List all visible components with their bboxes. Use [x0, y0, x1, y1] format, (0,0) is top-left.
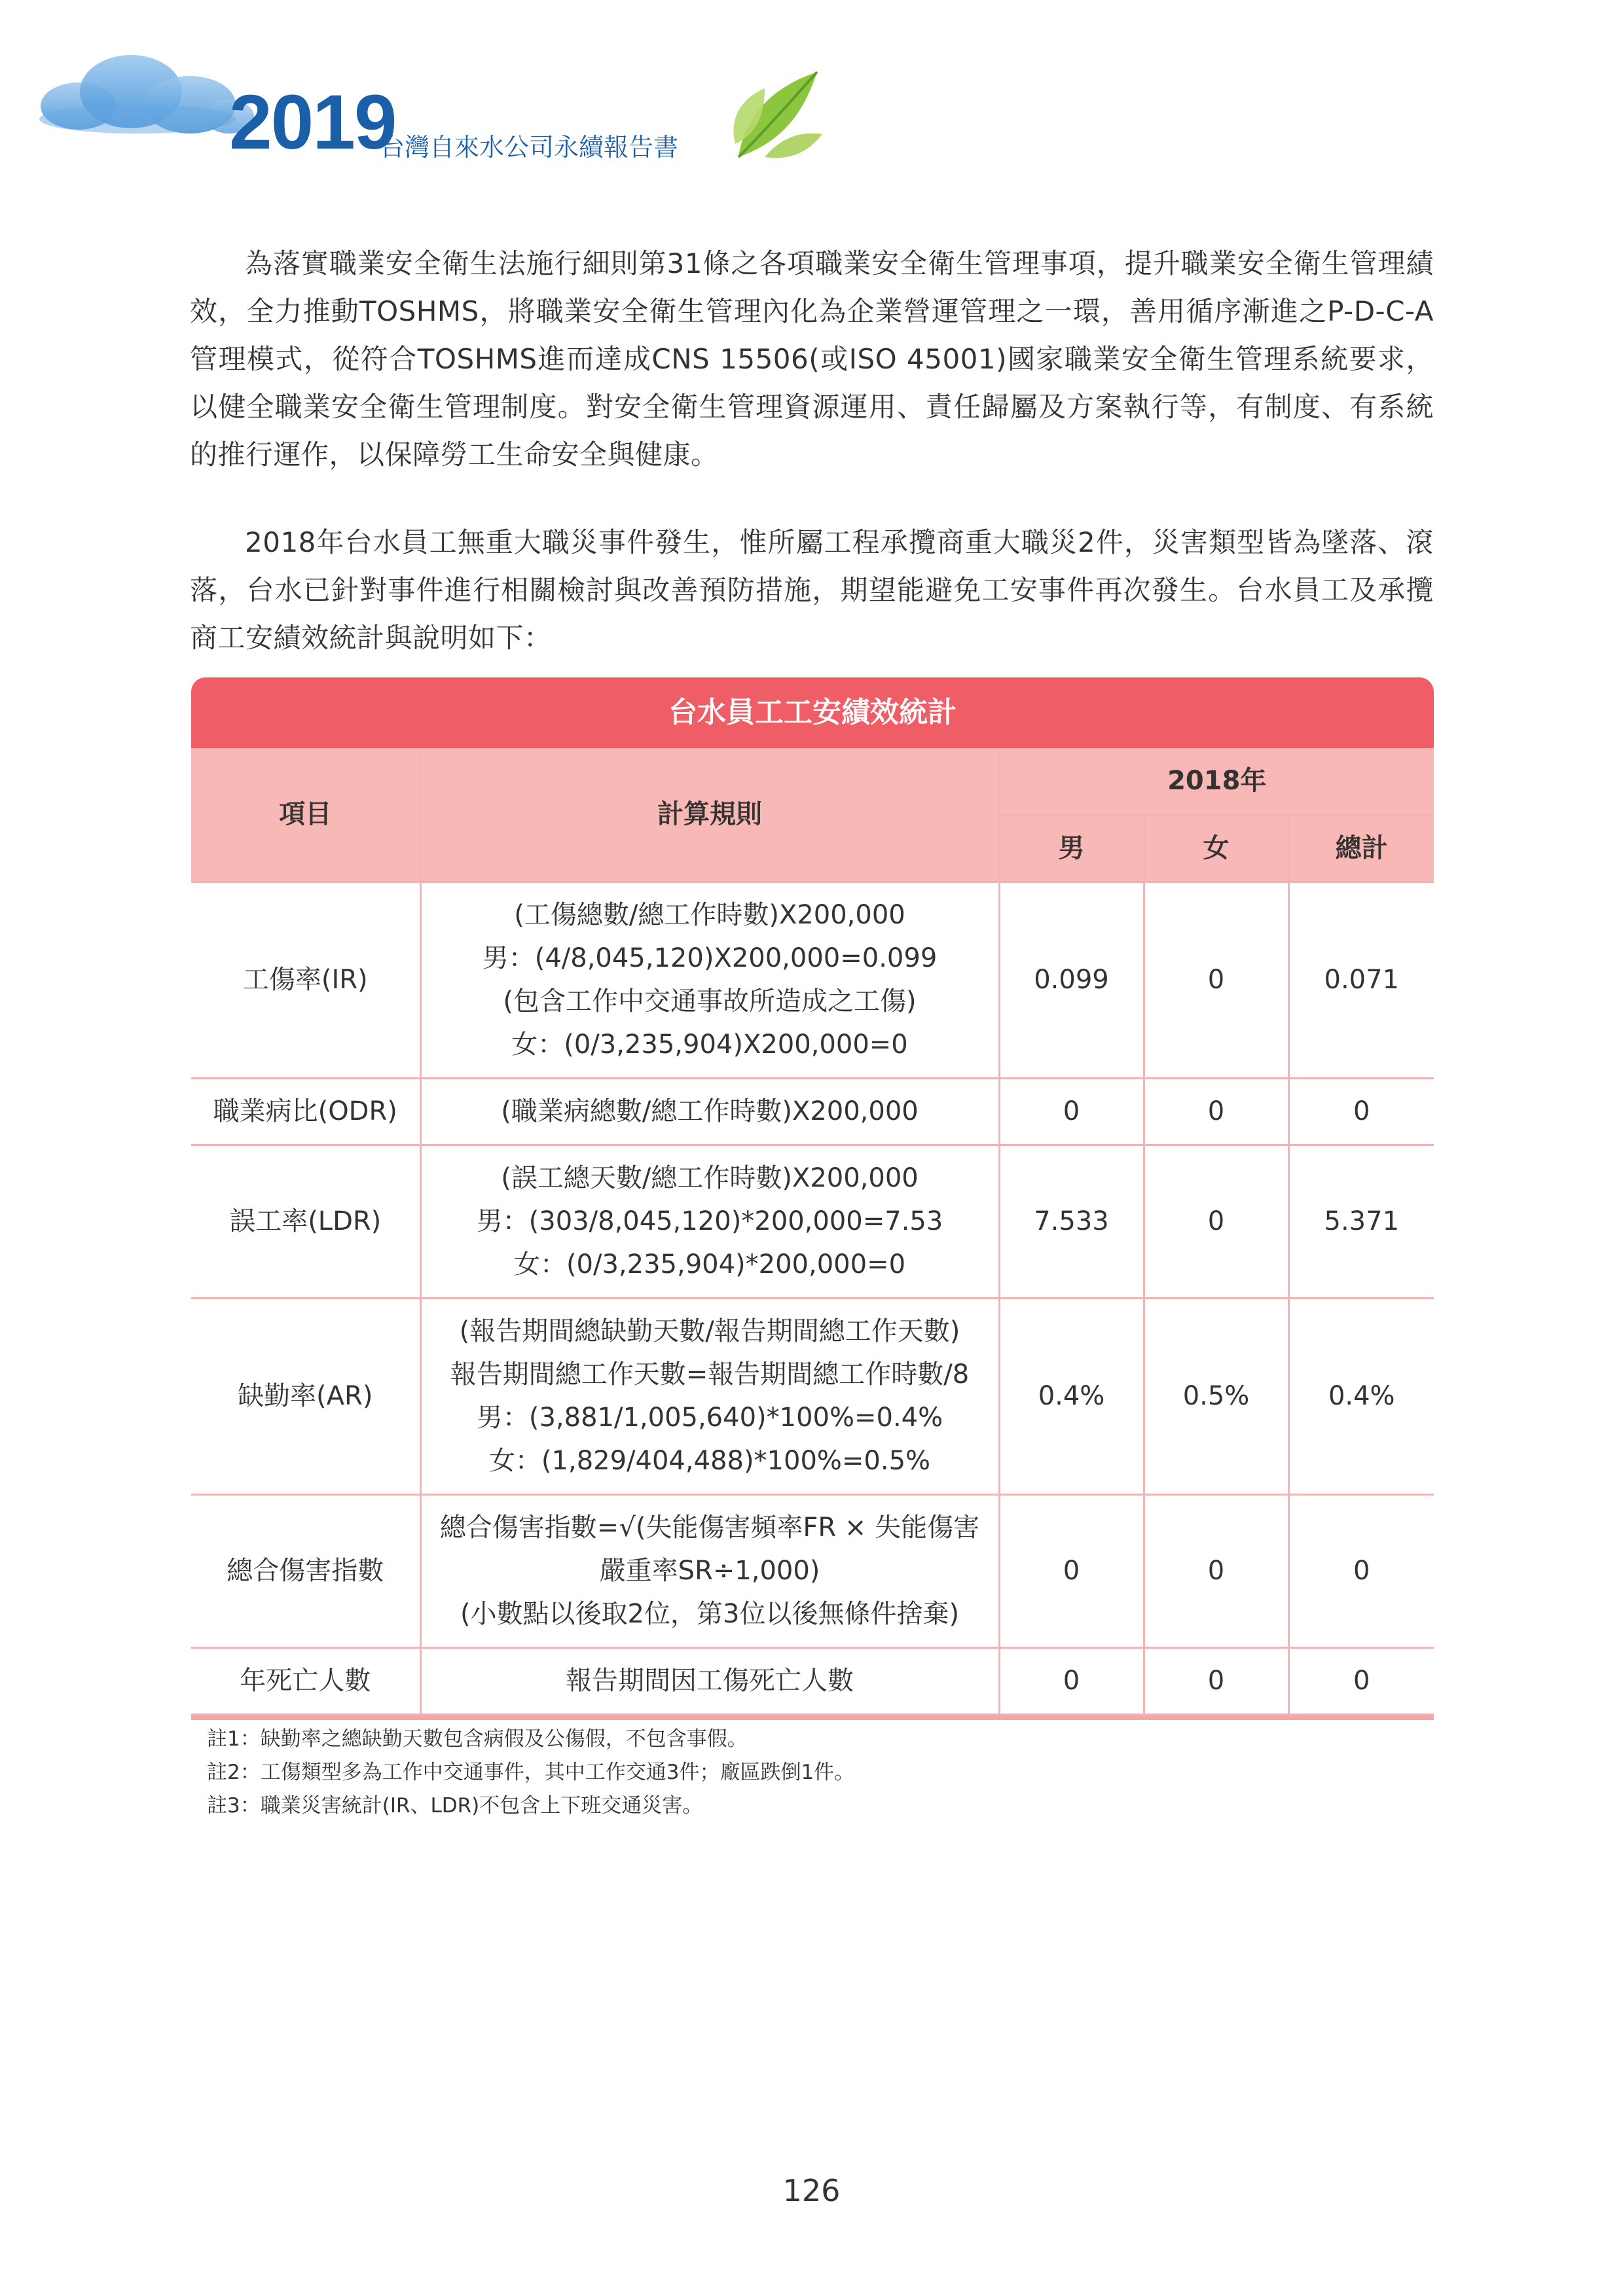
rule-line: 報告期間總工作天數=報告期間總工作時數/8: [450, 1359, 970, 1390]
rule-line: 女：(1,829/404,488)*100%=0.5%: [488, 1446, 931, 1476]
row-item: 年死亡人數: [191, 1647, 420, 1714]
row-rule: [420, 1298, 999, 1494]
row-rule: [420, 1145, 999, 1298]
table-row: [191, 882, 1434, 1078]
row-female: 0.5%: [1144, 1298, 1288, 1494]
body-paragraph-1: 為落實職業安全衛生法施行細則第31條之各項職業安全衛生管理事項，提升職業安全衛生管理績效，全力推動TOSHMS，將職業安全衛生管理內化為企業營運管理之一環，善用循序漸進之P-D-C-A管理模式，從符合TOSHMS進而達成CNS 15506(或ISO 45001)國家職業安全衛生管理系統要求，以健全職業安全衛生管理制度。對安全衛生管理資源運用、責任歸屬及方案執行等，有制度、有系統的推行運作，以保障勞工生命安全與健康。: [190, 247, 1434, 471]
row-total: 0: [1288, 1494, 1434, 1647]
row-total: 0: [1288, 1647, 1434, 1714]
cloud-logo-icon: [39, 46, 255, 144]
table-row: [191, 1647, 1434, 1714]
row-male: 7.533: [999, 1145, 1144, 1298]
row-rule: [420, 1078, 999, 1145]
header-male: 男: [999, 815, 1144, 882]
row-female: 0: [1144, 882, 1288, 1078]
row-rule: [420, 1494, 999, 1647]
report-year: 2019: [229, 79, 396, 166]
table-row: [191, 1078, 1434, 1145]
table-row: [191, 1298, 1434, 1494]
rule-line: 報告期間因工傷死亡人數: [566, 1666, 854, 1696]
row-rule: [420, 1647, 999, 1714]
row-total: 0.071: [1288, 882, 1434, 1078]
rule-line: (小數點以後取2位，第3位以後無條件捨棄): [460, 1599, 960, 1629]
header-total: 總計: [1288, 815, 1434, 882]
table-title: 台水員工工安績效統計: [191, 677, 1434, 748]
rule-line: 男：(4/8,045,120)X200,000=0.099: [482, 943, 938, 973]
row-female: 0: [1144, 1647, 1288, 1714]
stats-table: [191, 748, 1434, 1715]
rule-line: 女：(0/3,235,904)X200,000=0: [511, 1030, 908, 1060]
page-number: 126: [782, 2173, 841, 2208]
row-total: 5.371: [1288, 1145, 1434, 1298]
body-paragraph-2: 2018年台水員工無重大職災事件發生，惟所屬工程承攬商重大職災2件，災害類型皆為墜落、滾落，台水已針對事件進行相關檢討與改善預防措施，期望能避免工安事件再次發生。台水員工及承攬商工安績效統計與說明如下：: [190, 526, 1434, 654]
rule-line: 男：(303/8,045,120)*200,000=7.53: [476, 1206, 943, 1236]
rule-line: 男：(3,881/1,005,640)*100%=0.4%: [476, 1403, 943, 1433]
rule-line: 女：(0/3,235,904)*200,000=0: [513, 1249, 906, 1280]
row-rule: [420, 882, 999, 1078]
row-item: 缺勤率(AR): [191, 1298, 420, 1494]
table-row: [191, 1145, 1434, 1298]
rule-line: (包含工作中交通事故所造成之工傷): [503, 986, 917, 1016]
row-female: 0: [1144, 1494, 1288, 1647]
row-item: 職業病比(ODR): [191, 1078, 420, 1145]
row-item: 誤工率(LDR): [191, 1145, 420, 1298]
row-male: 0.4%: [999, 1298, 1144, 1494]
row-item: 工傷率(IR): [191, 882, 420, 1078]
table-notes: [207, 1723, 854, 1823]
note-1: 註1：缺勤率之總缺勤天數包含病假及公傷假，不包含事假。: [207, 1727, 748, 1751]
row-female: 0: [1144, 1145, 1288, 1298]
leaf-icon: [725, 65, 824, 164]
safety-stats-table: [191, 677, 1434, 1720]
note-3: 註3：職業災害統計(IR、LDR)不包含上下班交通災害。: [207, 1794, 703, 1818]
row-total: 0: [1288, 1078, 1434, 1145]
page-header: [0, 0, 1623, 196]
row-item: 總合傷害指數: [191, 1494, 420, 1647]
table-bottom-rule: [191, 1715, 1434, 1720]
note-2: 註2：工傷類型多為工作中交通事件，其中工作交通3件；廠區跌倒1件。: [207, 1761, 855, 1784]
header-item: 項目: [191, 748, 420, 882]
rule-line: (報告期間總缺勤天數/報告期間總工作天數): [459, 1316, 960, 1346]
rule-line: 嚴重率SR÷1,000): [599, 1556, 820, 1586]
row-male: 0.099: [999, 882, 1144, 1078]
rule-line: (職業病總數/總工作時數)X200,000: [501, 1096, 919, 1126]
row-female: 0: [1144, 1078, 1288, 1145]
rule-line: (工傷總數/總工作時數)X200,000: [514, 900, 905, 930]
rule-line: 總合傷害指數=√(失能傷害頻率FR × 失能傷害: [439, 1513, 980, 1543]
header-year: 2018年: [999, 748, 1434, 815]
rule-line: (誤工總天數/總工作時數)X200,000: [501, 1163, 919, 1193]
report-title: 台灣自來水公司永續報告書: [380, 133, 679, 162]
row-total: 0.4%: [1288, 1298, 1434, 1494]
header-rule: 計算規則: [420, 748, 999, 882]
header-female: 女: [1144, 815, 1288, 882]
row-male: 0: [999, 1078, 1144, 1145]
row-male: 0: [999, 1647, 1144, 1714]
row-male: 0: [999, 1494, 1144, 1647]
table-row: [191, 1494, 1434, 1647]
